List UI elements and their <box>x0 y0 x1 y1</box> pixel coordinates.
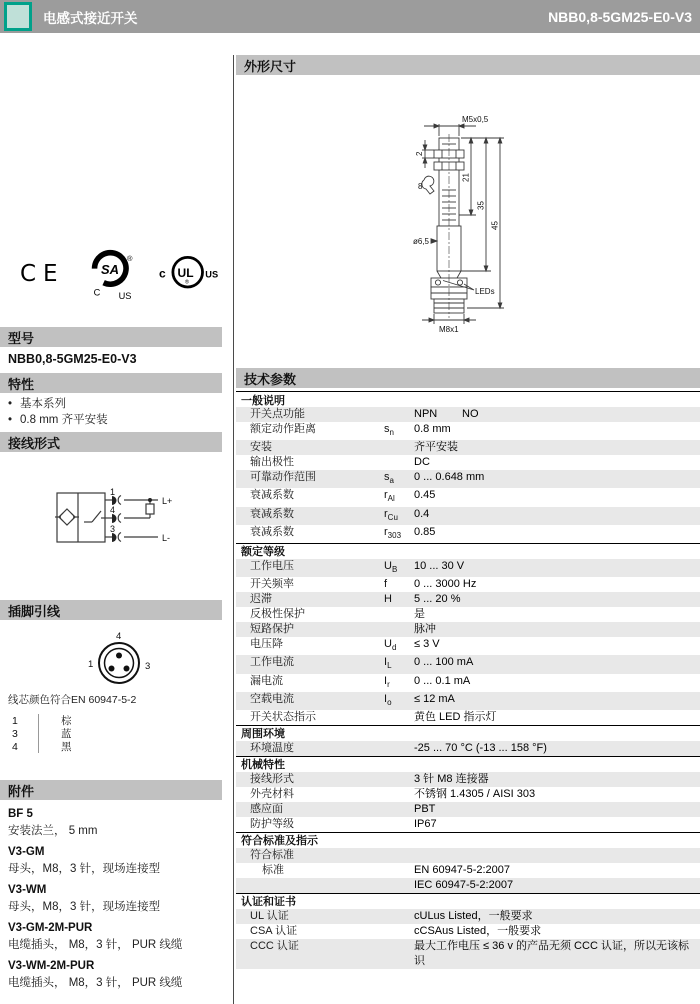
bullet-icon: • <box>8 398 13 410</box>
pinout-left-label: 1 <box>88 659 94 670</box>
section-header-dimensions <box>236 55 700 75</box>
feature-text: 0.8 mm 齐平安装 <box>20 414 108 426</box>
section-title: 附件 <box>8 783 35 799</box>
row-label: 开关频率 <box>250 578 294 591</box>
row-label: 衰减系数 <box>250 489 294 502</box>
row-value: 0.85 <box>414 525 436 538</box>
row-symbol: $r_{Al}$ <box>384 489 395 504</box>
row-label: 反极性保护 <box>250 608 305 621</box>
row-value: -25 ... 70 °C (-13 ... 158 °F) <box>414 741 547 754</box>
row-label: 衰减系数 <box>250 525 294 538</box>
table-row <box>236 559 700 577</box>
row-value: 黄色 LED 指示灯 <box>414 710 497 723</box>
row-value: EN 60947-5-2:2007 <box>414 863 511 876</box>
bullet-icon: • <box>8 414 13 426</box>
row-symbol: $U_B$ <box>384 559 398 575</box>
svg-text:®: ® <box>126 254 133 264</box>
row-label: 漏电流 <box>250 674 283 687</box>
row-value: 0 ... 3000 Hz <box>414 578 477 591</box>
row-value: cCSAus Listed，一般要求 <box>414 924 542 937</box>
table-row <box>236 622 700 637</box>
table-row <box>236 741 700 756</box>
dim-21: 21 <box>461 173 471 182</box>
table-section-header: 机械特性 <box>236 756 700 772</box>
row-value: 齐平安装 <box>414 441 458 454</box>
svg-text:C: C <box>93 287 100 298</box>
accessory-model: V3-WM-2M-PUR <box>8 960 95 972</box>
row-label: 衰减系数 <box>250 507 294 520</box>
row-value: 0 ... 100 mA <box>414 656 474 669</box>
table-row <box>236 507 700 525</box>
row-value: ≤ 12 mA <box>414 692 455 705</box>
row-label: 感应面 <box>250 802 283 815</box>
table-row <box>236 863 700 878</box>
ce-mark-icon: CE <box>20 261 65 287</box>
row-label: 短路保护 <box>250 623 294 636</box>
row-value <box>414 407 700 422</box>
row-label: 符合标准 <box>250 848 294 861</box>
row-value: 0 ... 0.648 mm <box>414 471 485 484</box>
row-value: PBT <box>414 802 436 815</box>
row-value-secondary: NO <box>462 408 479 420</box>
table-row <box>236 422 700 440</box>
feature-item <box>8 396 108 412</box>
svg-text:US: US <box>118 291 132 302</box>
accessory-model: BF 5 <box>8 808 33 820</box>
row-label: 空载电流 <box>250 692 294 705</box>
table-row <box>236 637 700 655</box>
table-row <box>236 878 700 893</box>
dim-45: 45 <box>490 221 500 230</box>
wiring-pin1-label: 1 <box>110 487 116 497</box>
row-symbol: $r_{303}$ <box>384 525 402 540</box>
table-row <box>236 710 700 725</box>
row-label: CCC 认证 <box>250 939 299 952</box>
header-model-number: NBB0,8-5GM25-E0-V3 <box>548 8 692 25</box>
section-title: 特性 <box>8 376 35 392</box>
row-label: 开关状态指示 <box>250 710 316 723</box>
row-value: cULus Listed，一般要求 <box>414 909 533 922</box>
wiring-diagram <box>28 476 228 558</box>
row-value: 0 ... 0.1 mA <box>414 674 471 687</box>
pinout-diagram <box>80 630 158 690</box>
wire-color: 棕 <box>38 714 72 727</box>
row-label: 额定动作距离 <box>250 423 316 435</box>
row-value: 5 ... 20 % <box>414 593 461 606</box>
table-row <box>236 455 700 470</box>
row-value: 最大工作电压 ≤ 36 v 的产品无须 CCC 认证，所以无该标识 <box>414 939 689 967</box>
wiring-pin4-label: 4 <box>110 505 116 515</box>
wire-pin-number: 3 <box>12 727 18 740</box>
section-title: 型号 <box>8 330 35 346</box>
row-label: 开关点功能 <box>250 408 305 420</box>
section-title: 插脚引线 <box>8 603 61 619</box>
accessory-item <box>8 960 182 990</box>
accessory-model: V3-GM-2M-PUR <box>8 922 93 934</box>
pinout-top-label: 4 <box>116 631 122 642</box>
table-row <box>236 939 700 969</box>
dimension-drawing <box>412 110 522 345</box>
row-value: 脉冲 <box>414 623 436 636</box>
row-value: ≤ 3 V <box>414 638 440 651</box>
row-label: 安装 <box>250 441 272 454</box>
accessory-description: 母头，M8，3 针，现场连接型 <box>8 863 161 875</box>
section-header-features <box>0 373 222 393</box>
row-symbol: H <box>384 593 392 606</box>
feature-list <box>8 396 108 428</box>
wire-pin-number: 1 <box>12 714 18 727</box>
dim-35: 35 <box>476 201 486 210</box>
dim-diameter: ø6,5 <box>413 237 430 246</box>
wiring-lminus-label: L- <box>162 533 171 543</box>
row-value-primary: NPN <box>414 408 438 420</box>
table-row <box>236 817 700 832</box>
wiring-pin3-label: 3 <box>110 524 116 534</box>
section-title: 接线形式 <box>8 435 61 451</box>
table-row <box>236 607 700 622</box>
accessory-description: 电缆插头， M8，3 针， PUR 线缆 <box>8 977 183 989</box>
wire-pin-number: 4 <box>12 740 18 753</box>
accessory-description: 母头，M8，3 针，现场连接型 <box>8 901 161 913</box>
row-label: 环境温度 <box>250 741 294 754</box>
row-label: 可靠动作范围 <box>250 471 316 484</box>
table-row <box>236 674 700 692</box>
row-symbol: $I_o$ <box>384 692 392 707</box>
pin4-dot <box>116 653 122 659</box>
accessory-item <box>8 846 160 876</box>
accessory-item <box>8 808 97 838</box>
row-label: 标准 <box>262 863 284 876</box>
table-section-header: 周围环境 <box>236 725 700 741</box>
row-value: 0.45 <box>414 489 436 502</box>
section-title: 外形尺寸 <box>244 58 297 74</box>
row-symbol: $r_{Cu}$ <box>384 507 398 522</box>
row-value: IP67 <box>414 817 437 830</box>
csa-mark-icon <box>89 245 135 303</box>
row-label: 电压降 <box>250 638 283 651</box>
accessory-item <box>8 922 182 952</box>
row-value: 10 ... 30 V <box>414 559 465 572</box>
table-section-header: 额定等级 <box>236 543 700 559</box>
section-header-model <box>0 327 222 347</box>
row-label: 外壳材料 <box>250 787 294 800</box>
feature-item <box>8 412 108 428</box>
section-header-accessories <box>0 780 222 800</box>
dim-leds: LEDs <box>475 287 495 296</box>
table-row <box>236 592 700 607</box>
table-row <box>236 909 700 924</box>
accessory-description: 电缆插头， M8，3 针， PUR 线缆 <box>8 939 183 951</box>
row-value: IEC 60947-5-2:2007 <box>414 878 514 891</box>
certification-logos <box>20 242 220 306</box>
table-row <box>236 407 700 422</box>
svg-text:SA: SA <box>100 262 119 277</box>
section-header-tech <box>236 368 700 388</box>
accessory-model: V3-WM <box>8 884 47 896</box>
table-row <box>236 655 700 673</box>
wire-color: 蓝 <box>38 727 72 740</box>
wiring-lplus-label: L+ <box>162 496 173 506</box>
table-row <box>236 488 700 506</box>
dim-wrench: 8 <box>418 182 423 191</box>
svg-text:US: US <box>205 269 219 280</box>
row-value: 0.4 <box>414 507 430 520</box>
wire-row <box>12 740 72 753</box>
dim-thread-bottom: M8x1 <box>439 325 459 334</box>
svg-text:UL: UL <box>177 265 194 280</box>
feature-text: 基本系列 <box>20 398 67 410</box>
table-row <box>236 772 700 787</box>
row-value: 不锈钢 1.4305 / AISI 303 <box>414 787 536 800</box>
row-label: 工作电压 <box>250 559 294 572</box>
page-title: 电感式接近开关 <box>43 10 138 26</box>
table-row <box>236 802 700 817</box>
row-label: 迟滞 <box>250 593 272 606</box>
section-title: 技术参数 <box>244 371 297 387</box>
ul-mark-icon <box>159 251 220 297</box>
model-number: NBB0,8-5GM25-E0-V3 <box>8 352 137 366</box>
pin1-dot <box>109 666 115 672</box>
accessory-item <box>8 884 160 914</box>
page-header <box>0 0 700 33</box>
dim-thread-top: M5x0,5 <box>462 115 489 124</box>
row-symbol: $U_d$ <box>384 638 397 653</box>
table-row <box>236 924 700 939</box>
row-symbol: $s_a$ <box>384 471 394 486</box>
row-symbol: $I_L$ <box>384 656 392 671</box>
row-value: 0.8 mm <box>414 423 451 435</box>
section-header-connection <box>0 432 222 452</box>
row-symbol: $I_r$ <box>384 674 390 689</box>
row-label: CSA 认证 <box>250 924 298 937</box>
row-label: 工作电流 <box>250 656 294 669</box>
row-symbol: $s_n$ <box>384 423 394 438</box>
row-symbol: f <box>384 578 388 591</box>
section-header-pinout <box>0 600 222 620</box>
table-row <box>236 787 700 802</box>
product-category-icon <box>4 2 32 31</box>
table-row <box>236 577 700 592</box>
wire-color-note: 线芯颜色符合EN 60947-5-2 <box>8 694 137 706</box>
column-divider <box>233 55 234 1004</box>
wire-color: 黑 <box>38 740 72 753</box>
accessory-model: V3-GM <box>8 846 45 858</box>
row-label: UL 认证 <box>250 909 289 922</box>
table-section-header: 符合标准及指示 <box>236 832 700 848</box>
wire-color-table <box>12 714 72 753</box>
table-section-header: 一般说明 <box>236 391 700 407</box>
row-value: 是 <box>414 608 425 621</box>
tech-table <box>236 391 700 969</box>
svg-text:®: ® <box>184 279 189 286</box>
dim-nut: 2 <box>415 151 424 156</box>
svg-text:c: c <box>158 266 166 281</box>
table-row <box>236 440 700 455</box>
accessory-description: 安装法兰， 5 mm <box>8 825 98 837</box>
row-label: 防护等级 <box>250 817 294 830</box>
table-row <box>236 848 700 863</box>
pin3-dot <box>124 666 130 672</box>
row-value: 3 针 M8 连接器 <box>414 772 489 785</box>
table-section-header: 认证和证书 <box>236 893 700 909</box>
pinout-right-label: 3 <box>145 661 151 672</box>
row-label: 接线形式 <box>250 772 294 785</box>
table-row <box>236 470 700 488</box>
table-row <box>236 525 700 543</box>
table-row <box>236 692 700 710</box>
row-value: DC <box>414 456 430 469</box>
row-label: 输出极性 <box>250 456 294 469</box>
